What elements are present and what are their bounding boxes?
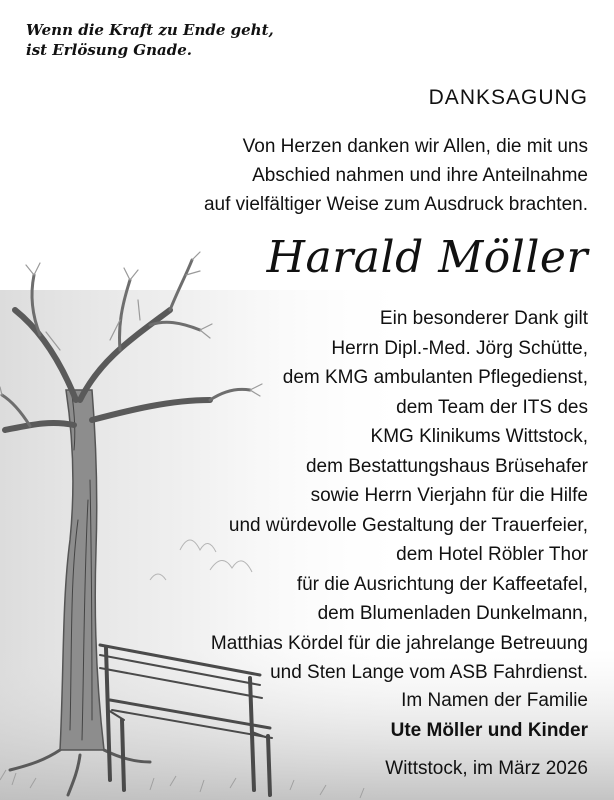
motto-line-1: Wenn die Kraft zu Ende geht, bbox=[26, 21, 274, 39]
thanks-line: sowie Herrn Vierjahn für die Hilfe bbox=[310, 485, 588, 506]
motto-line-2: ist Erlösung Gnade. bbox=[26, 41, 192, 59]
intro-line: auf vielfältiger Weise zum Ausdruck brachten. bbox=[203, 194, 588, 215]
family-names: Ute Möller und Kinder bbox=[390, 720, 588, 741]
heading-danksagung: DANKSAGUNG bbox=[428, 86, 588, 109]
thanks-line: Matthias Kördel für die jahrelange Betreuung bbox=[210, 632, 588, 654]
thanks-line: und würdevolle Gestaltung der Trauerfeier, bbox=[228, 514, 588, 536]
thanks-line: für die Ausrichtung der Kaffeetafel, bbox=[296, 573, 588, 595]
intro-text bbox=[204, 132, 588, 219]
thanks-line: dem Blumenladen Dunkelmann, bbox=[317, 603, 588, 624]
deceased-name: Harald Möller bbox=[266, 232, 588, 283]
thanks-line: dem Hotel Röbler Thor bbox=[396, 544, 588, 565]
thanks-line: Ein besonderer Dank gilt bbox=[379, 308, 588, 329]
intro-line: Von Herzen danken wir Allen, die mit uns bbox=[242, 136, 588, 157]
family-intro: Im Namen der Familie bbox=[401, 690, 588, 711]
motto bbox=[26, 20, 274, 60]
intro-line: Abschied nahmen und ihre Anteilnahme bbox=[252, 165, 588, 186]
thanks-line: dem KMG ambulanten Pflegedienst, bbox=[282, 367, 588, 388]
thanks-line: dem Team der ITS des bbox=[396, 396, 588, 418]
thanks-line: dem Bestattungshaus Brüsehafer bbox=[305, 455, 588, 477]
family-signature bbox=[391, 686, 588, 746]
place-and-date: Wittstock, im März 2026 bbox=[385, 758, 588, 779]
thanks-list bbox=[211, 304, 588, 688]
thanks-line: Herrn Dipl.-Med. Jörg Schütte, bbox=[331, 337, 588, 359]
thanks-line: KMG Klinikums Wittstock, bbox=[370, 426, 588, 447]
thanks-line: und Sten Lange vom ASB Fahrdienst. bbox=[270, 662, 588, 683]
